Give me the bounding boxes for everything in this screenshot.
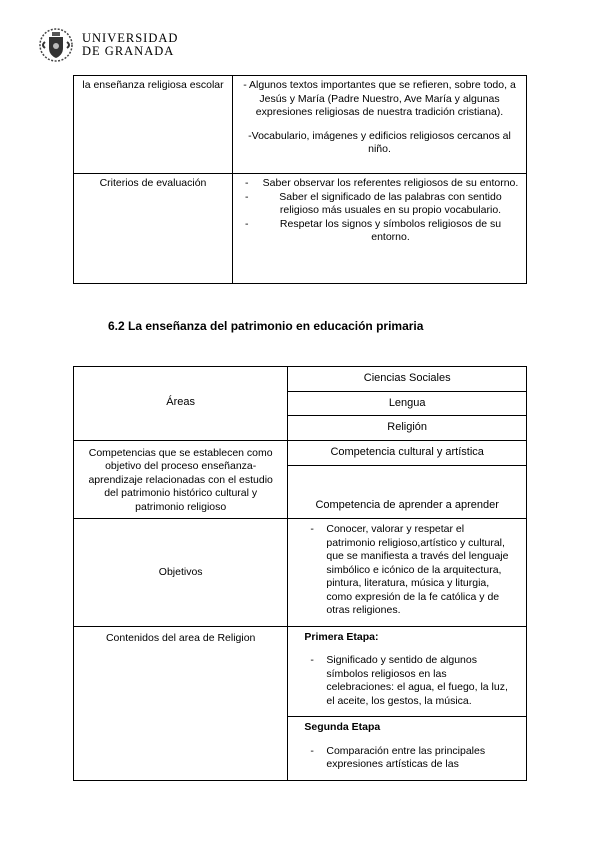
table-row — [74, 76, 527, 174]
etapa1-content — [288, 626, 527, 717]
list-item: - Comparación entre las principales expresiones artísticas de las — [304, 745, 514, 772]
list-item: - Conocer, valorar y respetar el patrimonio religioso,artístico y cultural, que se manifiesta a través del lenguaje simbólico e icónico de la arquitectura, pintura, literatura, música y liturgia, como expresión de la fe católica y de otras religiones. — [304, 523, 514, 618]
etapa2-content — [288, 717, 527, 781]
table-religious-teaching — [73, 75, 527, 284]
row-label-ensenanza: la enseñanza religiosa escolar — [74, 76, 233, 174]
logo-line-2: DE GRANADA — [82, 44, 175, 58]
table-row — [74, 626, 527, 717]
row-content-criterios — [233, 174, 527, 284]
areas-label: Áreas — [74, 367, 288, 441]
competencia-aprender: Competencia de aprender a aprender — [288, 466, 527, 519]
contenidos-label: Contenidos del area de Religion — [74, 626, 288, 780]
crest-icon — [36, 26, 76, 64]
logo-line-1: UNIVERSIDAD — [82, 31, 179, 45]
etapa1-title: Primera Etapa: — [304, 630, 379, 643]
table-heritage-teaching — [73, 366, 527, 781]
list-item: - Saber el significado de las palabras con sentido religioso más usuales en su propio vocabulario. — [239, 191, 520, 218]
table-row — [74, 367, 527, 392]
etapa2-list — [304, 745, 514, 772]
area-religion: Religión — [288, 416, 527, 441]
content-paragraph-1: - Algunos textos importantes que se refieren, sobre todo, a Jesús y María (Padre Nuestro, Ave María y algunas expresiones religiosas de nuestra tradición cristiana). — [243, 79, 516, 118]
etapa1-list — [304, 654, 514, 708]
table-row — [74, 440, 527, 466]
area-ciencias-sociales: Ciencias Sociales — [288, 367, 527, 392]
university-logo — [36, 26, 178, 64]
area-lengua: Lengua — [288, 391, 527, 416]
section-heading: 6.2 La enseñanza del patrimonio en educación primaria — [108, 319, 424, 333]
list-item: - Respetar los signos y símbolos religiosos de su entorno. — [239, 218, 520, 245]
competencia-cultural: Competencia cultural y artística — [288, 440, 527, 466]
row-label-criterios: Criterios de evaluación — [74, 174, 233, 284]
content-paragraph-2: -Vocabulario, imágenes y edificios religiosos cercanos al niño. — [248, 129, 511, 155]
objetivos-content — [288, 519, 527, 627]
table-row — [74, 174, 527, 284]
criteria-list — [239, 177, 520, 245]
competencias-label: Competencias que se establecen como objetivo del proceso enseñanza-aprendizaje relacionadas con el estudio del patrimonio histórico cultural y patrimonio religioso — [74, 440, 288, 519]
list-item: - Saber observar los referentes religiosos de su entorno. — [239, 177, 520, 191]
etapa2-title: Segunda Etapa — [304, 721, 381, 733]
objetivos-label: Objetivos — [74, 519, 288, 627]
table-row — [74, 519, 527, 627]
objetivos-list — [304, 523, 514, 618]
row-content-ensenanza — [233, 76, 527, 174]
list-item: - Significado y sentido de algunos símbolos religiosos en las celebraciones: el agua, el fuego, la luz, el aceite, los gestos, la música. — [304, 654, 514, 708]
